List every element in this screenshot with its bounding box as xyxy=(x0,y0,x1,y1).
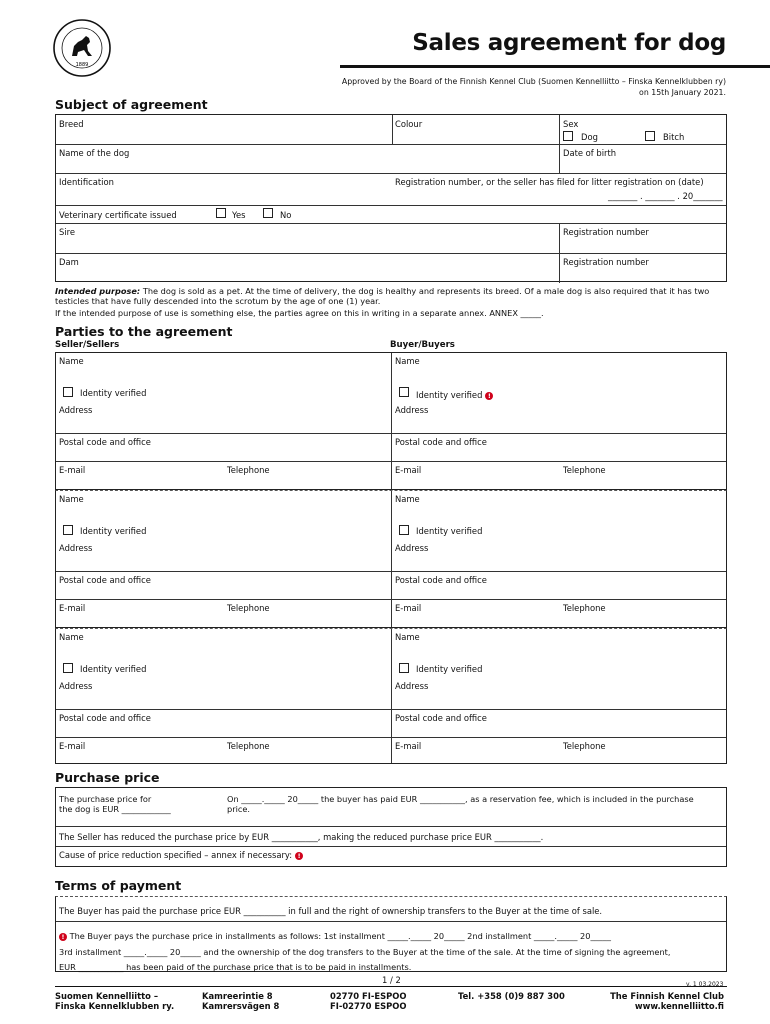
vet-yes-checkbox[interactable] xyxy=(216,208,226,218)
seller-identity-label xyxy=(80,388,146,398)
bitch-checkbox[interactable] xyxy=(645,131,655,141)
seller-telephone-field[interactable]: Telephone xyxy=(227,741,270,751)
sire-registration-field[interactable]: Registration number xyxy=(563,227,649,237)
reduction-cause-label: Cause of price reduction specified – annex if necessary: xyxy=(59,850,293,860)
footer-rule xyxy=(55,986,727,987)
seller-postal-field[interactable]: Postal code and office xyxy=(59,437,151,447)
title-rule xyxy=(340,65,770,68)
subject-section-title: Subject of agreement xyxy=(55,97,208,112)
installment-line-3: EUR ___________ has been paid of the purchase price that is to be paid in installments. xyxy=(59,962,412,972)
dam-registration-field[interactable]: Registration number xyxy=(563,257,649,267)
footer-telephone: Tel. +358 (0)9 887 300 xyxy=(458,991,565,1001)
footer-club-name: The Finnish Kennel Club xyxy=(610,991,724,1001)
seller-postal-field[interactable]: Postal code and office xyxy=(59,713,151,723)
reservation-line-1: On _____._____ 20_____ the buyer has paid EUR ___________, as a reservation fee, which is included in the purchase xyxy=(227,794,694,804)
date-of-birth-field[interactable]: Date of birth xyxy=(563,148,617,158)
registration-note: Registration number, or the seller has filed for litter registration on (date) xyxy=(395,177,704,187)
footer-postal xyxy=(330,991,407,1011)
purchase-table xyxy=(55,787,727,867)
buyer-email-field[interactable]: E-mail xyxy=(395,603,422,613)
seller-address-field[interactable]: Address xyxy=(59,405,93,415)
payment-section-title: Terms of payment xyxy=(55,878,182,893)
sex-label: Sex xyxy=(563,119,579,129)
colour-field[interactable]: Colour xyxy=(395,119,423,129)
identity-verified-text: Identity verified xyxy=(80,664,147,674)
reduction-cause-field[interactable] xyxy=(59,850,303,860)
footer-club xyxy=(610,991,724,1011)
seller-postal-field[interactable]: Postal code and office xyxy=(59,575,151,585)
warning-icon: ! xyxy=(59,933,67,941)
buyer-name-field[interactable]: Name xyxy=(395,356,420,366)
identification-field[interactable]: Identification xyxy=(59,177,114,187)
buyer-telephone-field[interactable]: Telephone xyxy=(563,465,606,475)
intended-purpose-text: The dog is sold as a pet. At the time of delivery, the dog is healthy and represents its breed. Of a male dog is also required that it has two testicles that have fully descended into the scrotum by the age of one (1) year. xyxy=(55,286,710,306)
sire-field[interactable]: Sire xyxy=(59,227,76,237)
seller-identity-checkbox[interactable] xyxy=(63,525,73,535)
buyer-telephone-field[interactable]: Telephone xyxy=(563,603,606,613)
purchase-price-line-1: The purchase price for xyxy=(59,794,152,804)
vet-yes-label: Yes xyxy=(232,210,246,220)
identity-verified-text: Identity verified xyxy=(80,526,147,536)
vet-certificate-label: Veterinary certificate issued xyxy=(59,210,177,220)
buyer-telephone-field[interactable]: Telephone xyxy=(563,741,606,751)
buyer-identity-checkbox[interactable] xyxy=(399,525,409,535)
seller-email-field[interactable]: E-mail xyxy=(59,603,86,613)
party-block-2 xyxy=(55,490,727,628)
approval-line-1: Approved by the Board of the Finnish Kennel Club (Suomen Kennelliitto – Finska Kennelklubben ry) xyxy=(341,77,726,86)
identity-verified-text: Identity verified xyxy=(416,390,483,400)
installment-line-2: 3rd installment _____._____ 20_____ and the ownership of the dog transfers to the Buyer at the time of the sale. At the time of signing the agreement, xyxy=(59,946,671,957)
seller-telephone-field[interactable]: Telephone xyxy=(227,603,270,613)
purchase-price-line-2: the dog is EUR ____________ xyxy=(59,804,171,814)
purchase-price-field[interactable] xyxy=(59,794,171,814)
seller-email-field[interactable]: E-mail xyxy=(59,741,86,751)
intended-purpose-label: Intended purpose: xyxy=(55,286,141,296)
footer-postal-line-1: 02770 FI-ESPOO xyxy=(330,991,407,1001)
buyer-postal-field[interactable]: Postal code and office xyxy=(395,437,487,447)
buyer-email-field[interactable]: E-mail xyxy=(395,465,422,475)
dog-label: Dog xyxy=(581,132,598,142)
installment-option[interactable] xyxy=(59,929,724,976)
approval-line-2: on 15th January 2021. xyxy=(639,88,726,97)
reservation-fee-field[interactable] xyxy=(227,794,727,814)
bitch-label: Bitch xyxy=(663,132,685,142)
seller-identity-checkbox[interactable] xyxy=(63,387,73,397)
buyer-postal-field[interactable]: Postal code and office xyxy=(395,575,487,585)
buyer-postal-field[interactable]: Postal code and office xyxy=(395,713,487,723)
dog-checkbox[interactable] xyxy=(563,131,573,141)
installment-line-1: The Buyer pays the purchase price in installments as follows: 1st installment _____._____ 20_____ 2nd installment _____._____ 20_____ xyxy=(67,931,611,941)
version-label: v. 1 03.2023 xyxy=(686,981,724,988)
party-block-3 xyxy=(55,628,727,764)
seller-identity-label xyxy=(80,664,146,674)
buyer-address-field[interactable]: Address xyxy=(395,543,429,553)
seller-telephone-field[interactable]: Telephone xyxy=(227,465,270,475)
buyer-name-field[interactable]: Name xyxy=(395,494,420,504)
footer-street xyxy=(202,991,279,1011)
purchase-section-title: Purchase price xyxy=(55,770,160,785)
seller-name-field[interactable]: Name xyxy=(59,494,84,504)
dog-name-field[interactable]: Name of the dog xyxy=(59,148,130,158)
logo-year: 1889 xyxy=(75,62,89,68)
intended-purpose-annex: If the intended purpose of use is something else, the parties agree on this in writing in a separate annex. ANNEX _____. xyxy=(55,308,544,318)
seller-heading: Seller/Sellers xyxy=(55,340,120,350)
buyer-identity-label xyxy=(416,526,482,536)
intended-purpose xyxy=(55,286,727,306)
footer-website[interactable]: www.kennelliitto.fi xyxy=(634,1001,724,1011)
payment-table xyxy=(55,896,727,972)
buyer-address-field[interactable]: Address xyxy=(395,405,429,415)
buyer-heading: Buyer/Buyers xyxy=(390,340,455,350)
buyer-address-field[interactable]: Address xyxy=(395,681,429,691)
vet-no-label: No xyxy=(280,210,292,220)
seller-identity-checkbox[interactable] xyxy=(63,663,73,673)
price-reduction-field[interactable]: The Seller has reduced the purchase price by EUR ___________, making the reduced purchase price EUR ___________. xyxy=(59,832,544,842)
identity-verified-text: Identity verified xyxy=(80,388,147,398)
warning-icon: ! xyxy=(485,392,493,400)
breed-field[interactable]: Breed xyxy=(59,119,84,129)
buyer-identity-label xyxy=(416,664,482,674)
identity-verified-text: Identity verified xyxy=(416,664,483,674)
reservation-line-2: price. xyxy=(227,804,250,814)
identity-verified-text: Identity verified xyxy=(416,526,483,536)
buyer-identity-label xyxy=(416,390,493,400)
footer-org-line-2: Finska Kennelklubben ry. xyxy=(55,1001,175,1011)
approval-note xyxy=(306,76,726,98)
buyer-email-field[interactable]: E-mail xyxy=(395,741,422,751)
dam-field[interactable]: Dam xyxy=(59,257,79,267)
registration-date-blank[interactable]: _______ . _______ . 20_______ xyxy=(608,191,723,201)
subject-table xyxy=(55,114,727,282)
buyer-name-field[interactable]: Name xyxy=(395,632,420,642)
footer-postal-line-2: FI-02770 ESPOO xyxy=(330,1001,407,1011)
footer-street-line-1: Kamreerintie 8 xyxy=(202,991,273,1001)
party-block-1 xyxy=(55,352,727,490)
buyer-identity-checkbox[interactable] xyxy=(399,663,409,673)
full-payment-option[interactable]: The Buyer has paid the purchase price EUR __________ in full and the right of ownership transfers to the Buyer at the time of sale. xyxy=(59,906,603,916)
seller-name-field[interactable]: Name xyxy=(59,632,84,642)
buyer-identity-checkbox[interactable] xyxy=(399,387,409,397)
seller-email-field[interactable]: E-mail xyxy=(59,465,86,475)
seller-identity-label xyxy=(80,526,146,536)
warning-icon: ! xyxy=(295,852,303,860)
page-title: Sales agreement for dog xyxy=(412,30,726,56)
footer-street-line-2: Kamrersvägen 8 xyxy=(202,1001,280,1011)
vet-no-checkbox[interactable] xyxy=(263,208,273,218)
kennel-club-logo xyxy=(52,18,112,78)
page-number: 1 / 2 xyxy=(382,975,401,985)
footer-org xyxy=(55,991,174,1011)
seller-address-field[interactable]: Address xyxy=(59,543,93,553)
footer-org-line-1: Suomen Kennelliitto – xyxy=(55,991,159,1001)
seller-name-field[interactable]: Name xyxy=(59,356,84,366)
parties-section-title: Parties to the agreement xyxy=(55,324,233,339)
seller-address-field[interactable]: Address xyxy=(59,681,93,691)
